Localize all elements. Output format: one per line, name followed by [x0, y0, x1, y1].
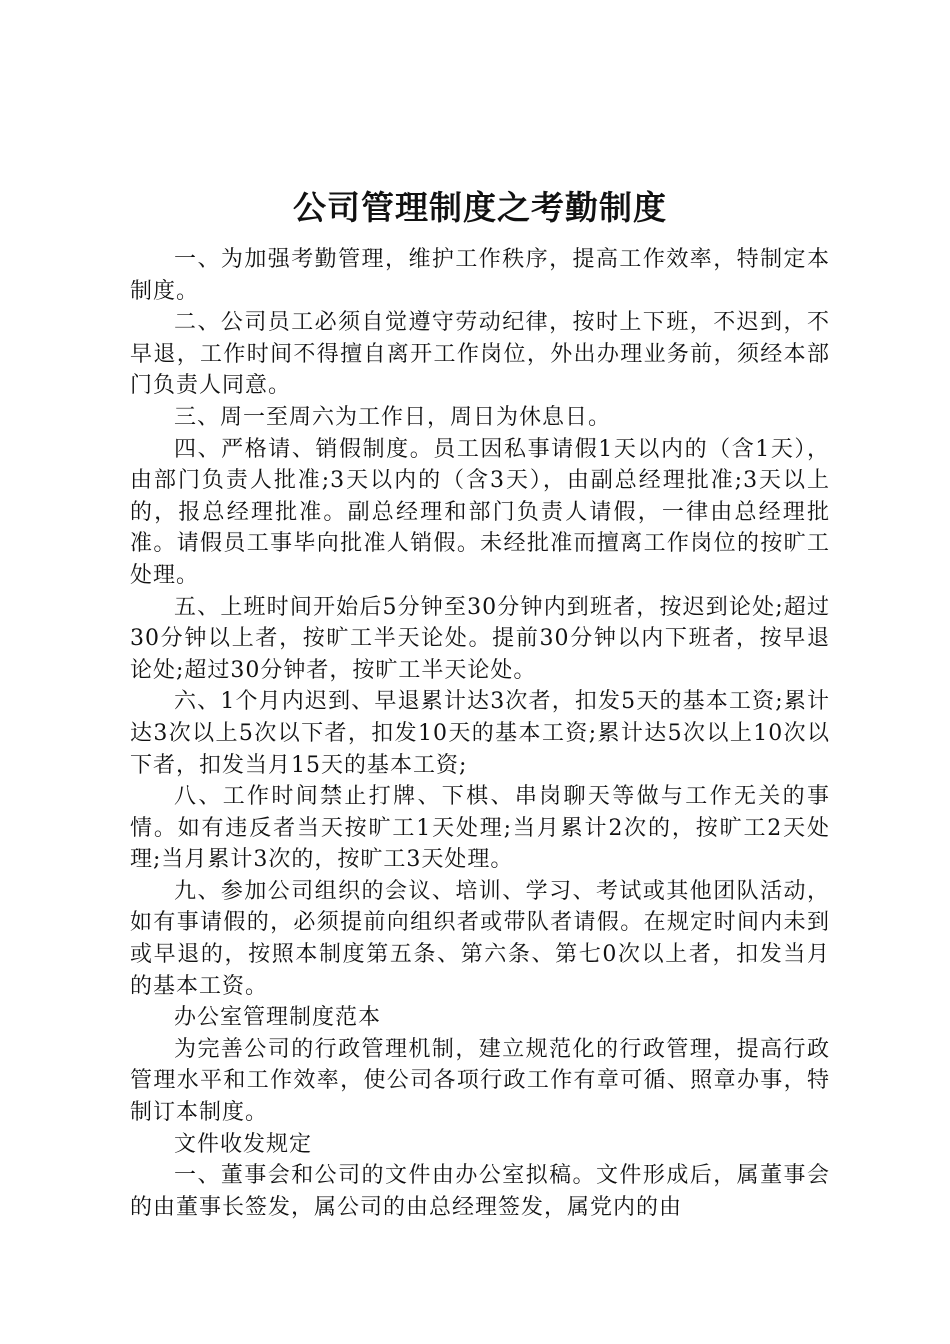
document-page: [130, 180, 830, 1223]
section-heading-file-rules: 文件收发规定: [174, 1131, 313, 1157]
section-heading-office-template: 办公室管理制度范本: [174, 1005, 382, 1031]
paragraph-file-rule-1: 一、董事会和公司的文件由办公室拟稿。文件形成后，属董事会的由董事长签发，属公司的由总经理签发，属党内的由: [130, 1163, 830, 1220]
paragraph-8: 八、工作时间禁止打牌、下棋、串岗聊天等做与工作无关的事情。如有违反者当天按旷工1天处理;当月累计2次的，按旷工2天处理;当月累计3次的，按旷工3天处理。: [130, 784, 830, 873]
paragraph-3: 三、周一至周六为工作日，周日为休息日。: [174, 404, 612, 430]
paragraph-6: 六、1个月内迟到、早退累计达3次者，扣发5天的基本工资;累计达3次以上5次以下者，扣发10天的基本工资;累计达5次以上10次以下者，扣发当月15天的基本工资;: [130, 689, 830, 778]
document-title: 公司管理制度之考勤制度: [293, 188, 667, 227]
paragraph-office-intro: 为完善公司的行政管理机制，建立规范化的行政管理，提高行政管理水平和工作效率，使公司各项行政工作有章可循、照章办事，特制订本制度。: [130, 1036, 830, 1126]
paragraph-1: 一、为加强考勤管理，维护工作秩序，提高工作效率，特制定本制度。: [130, 247, 830, 304]
paragraph-4: 四、严格请、销假制度。员工因私事请假1天以内的（含1天），由部门负责人批准;3天以内的（含3天），由副总经理批准;3天以上的，报总经理批准。副总经理和部门负责人请假，一律由总经理批准。请假员工事毕向批准人销假。未经批准而擅离工作岗位的按旷工处理。: [130, 436, 830, 588]
paragraph-5: 五、上班时间开始后5分钟至30分钟内到班者，按迟到论处;超过30分钟以上者，按旷工半天论处。提前30分钟以内下班者，按早退论处;超过30分钟者，按旷工半天论处。: [130, 594, 830, 683]
paragraph-2: 二、公司员工必须自觉遵守劳动纪律，按时上下班，不迟到，不早退，工作时间不得擅自离开工作岗位，外出办理业务前，须经本部门负责人同意。: [130, 310, 830, 399]
paragraph-9: 九、参加公司组织的会议、培训、学习、考试或其他团队活动，如有事请假的，必须提前向组织者或带队者请假。在规定时间内未到或早退的，按照本制度第五条、第六条、第七0次以上者，扣发当月的基本工资。: [130, 878, 830, 999]
